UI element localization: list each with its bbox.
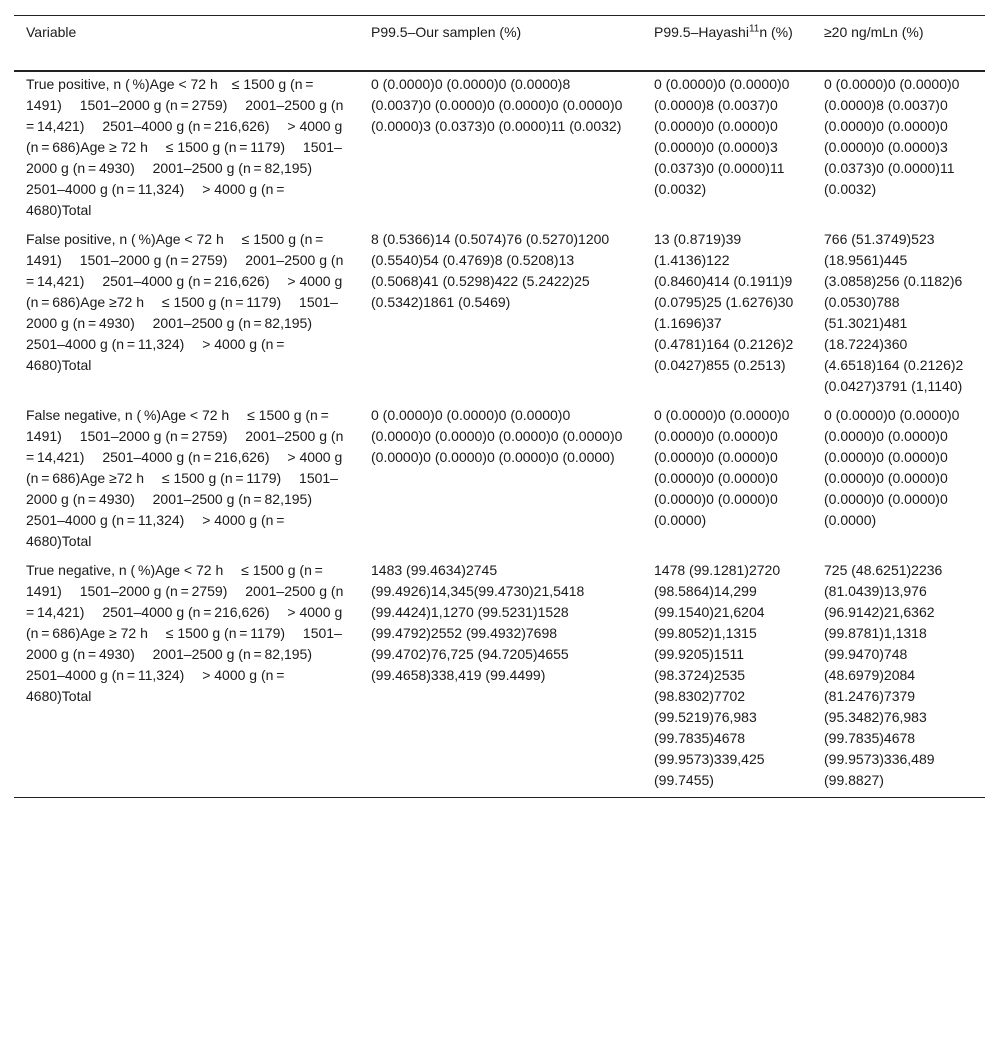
cell-20ng: 725 (48.6251)2236 (81.0439)13,976 (96.9142)21,6362 (99.8781)1,1318 (99.9470)748 (48.6979)2084 (81.2476)7379 (95.3482)76,983 (99.7835)4678 (99.9573)336,489 (99.8827) (824, 562, 943, 788)
results-table (14, 15, 985, 798)
table-row (14, 227, 985, 403)
cell-hayashi: 0 (0.0000)0 (0.0000)0 (0.0000)0 (0.0000)0 (0.0000)0 (0.0000)0 (0.0000)0 (0.0000)0 (0.0000)0 (0.0000)0 (0.0000) (654, 407, 790, 528)
cell-hayashi: 1478 (99.1281)2720 (98.5864)14,299 (99.1540)21,6204 (99.8052)1,1315 (99.9205)1511 (98.3724)2535 (98.8302)7702 (99.5219)76,983 (99.7835)4678 (99.9573)339,425 (99.7455) (654, 562, 781, 788)
header-row (14, 16, 985, 72)
row-label: False negative, n ( %)Age < 72 h ≤ 1500 g (n = 1491) 1501–2000 g (n = 2759) 2001–2500 g (n = 14,421) 2501–4000 g (n = 216,626) > 4000 g (n = 686)Age ≥72 h ≤ 1500 g (n = 1179) 1501–2000 g (n = 4930) 2001–2500 g (n = 82,195) 2501–4000 g (n = 11,324) > 4000 g (n = 4680)Total (26, 407, 347, 549)
cell-our-sample: 8 (0.5366)14 (0.5074)76 (0.5270)1200 (0.5540)54 (0.4769)8 (0.5208)13 (0.5068)41 (0.5298)422 (5.2422)25 (0.5342)1861 (0.5469) (371, 231, 610, 310)
table-row (14, 71, 985, 227)
row-label: True negative, n ( %)Age < 72 h ≤ 1500 g (n = 1491) 1501–2000 g (n = 2759) 2001–2500 g (n = 14,421) 2501–4000 g (n = 216,626) > 4000 g (n = 686)Age ≥ 72 h ≤ 1500 g (n = 1179) 1501–2000 g (n = 4930) 2001–2500 g (n = 82,195) 2501–4000 g (n = 11,324) > 4000 g (n = 4680)Total (26, 562, 347, 704)
table-row (14, 403, 985, 558)
cell-20ng: 0 (0.0000)0 (0.0000)0 (0.0000)8 (0.0037)0 (0.0000)0 (0.0000)0 (0.0000)0 (0.0000)3 (0.0373)0 (0.0000)11 (0.0032) (824, 76, 960, 197)
table-header (14, 16, 985, 72)
cell-20ng: 0 (0.0000)0 (0.0000)0 (0.0000)0 (0.0000)0 (0.0000)0 (0.0000)0 (0.0000)0 (0.0000)0 (0.0000)0 (0.0000)0 (0.0000) (824, 407, 960, 528)
header-hayashi-suffix: n (%) (759, 24, 793, 40)
table-row (14, 558, 985, 798)
table-body (14, 71, 985, 798)
header-our-sample: P99.5–Our samplen (%) (371, 24, 522, 40)
cell-20ng: 766 (51.3749)523 (18.9561)445 (3.0858)256 (0.1182)6 (0.0530)788 (51.3021)481 (18.7224)360 (4.6518)164 (0.2126)2 (0.0427)3791 (1,1140) (824, 231, 964, 394)
cell-hayashi: 0 (0.0000)0 (0.0000)0 (0.0000)8 (0.0037)0 (0.0000)0 (0.0000)0 (0.0000)0 (0.0000)3 (0.0373)0 (0.0000)11 (0.0032) (654, 76, 790, 197)
cell-our-sample: 1483 (99.4634)2745 (99.4926)14,345(99.4730)21,5418 (99.4424)1,1270 (99.5231)1528 (99.4792)2552 (99.4932)7698 (99.4702)76,725 (94.7205)4655 (99.4658)338,419 (99.4499) (371, 562, 585, 683)
cell-our-sample: 0 (0.0000)0 (0.0000)0 (0.0000)0 (0.0000)0 (0.0000)0 (0.0000)0 (0.0000)0 (0.0000)0 (0.0000)0 (0.0000)0 (0.0000) (371, 407, 623, 465)
header-variable: Variable (26, 24, 77, 40)
cell-hayashi: 13 (0.8719)39 (1.4136)122 (0.8460)414 (0.1911)9 (0.0795)25 (1.6276)30 (1.1696)37 (0.4781)164 (0.2126)2 (0.0427)855 (0.2513) (654, 231, 794, 373)
row-label: False positive, n ( %)Age < 72 h ≤ 1500 g (n = 1491) 1501–2000 g (n = 2759) 2001–2500 g (n = 14,421) 2501–4000 g (n = 216,626) > 4000 g (n = 686)Age ≥72 h ≤ 1500 g (n = 1179) 1501–2000 g (n = 4930) 2001–2500 g (n = 82,195) 2501–4000 g (n = 11,324) > 4000 g (n = 4680)Total (26, 231, 347, 373)
header-hayashi (642, 16, 812, 72)
cell-our-sample: 0 (0.0000)0 (0.0000)0 (0.0000)8 (0.0037)0 (0.0000)0 (0.0000)0 (0.0000)0 (0.0000)3 (0.0373)0 (0.0000)11 (0.0032) (371, 76, 623, 134)
header-hayashi-reference: 11 (748, 23, 760, 35)
row-label: True positive, n ( %)Age < 72 h ≤ 1500 g (n = 1491) 1501–2000 g (n = 2759) 2001–2500 g (n = 14,421) 2501–4000 g (n = 216,626) > 4000 g (n = 686)Age ≥ 72 h ≤ 1500 g (n = 1179) 1501–2000 g (n = 4930) 2001–2500 g (n = 82,195) 2501–4000 g (n = 11,324) > 4000 g (n = 4680)Total (26, 76, 347, 218)
header-20ng: ≥20 ng/mLn (%) (824, 24, 924, 40)
header-hayashi-prefix: P99.5–Hayashi (654, 24, 749, 40)
